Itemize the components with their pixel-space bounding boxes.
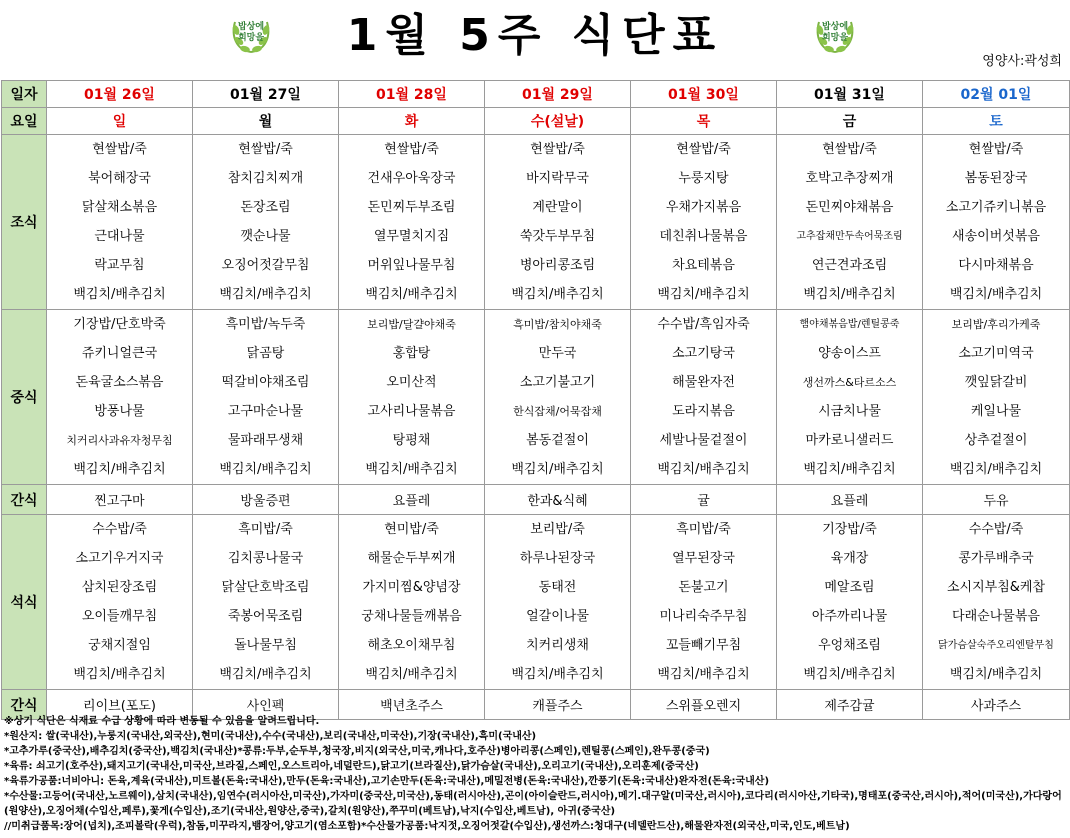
- menu-item: 현쌀밥/죽: [676, 142, 731, 157]
- row-label-lunch: 중식: [2, 310, 47, 485]
- menu-item: 얼갈이나물: [526, 609, 589, 624]
- dinner-cell: [777, 515, 923, 690]
- breakfast-row: [2, 135, 1070, 310]
- weekday-cell: 목: [631, 108, 777, 135]
- menu-item: 방풍나물: [94, 404, 145, 419]
- snack-cell: 백년초주스: [339, 690, 485, 720]
- snack-cell: 한과&식혜: [485, 485, 631, 515]
- weekday-cell: 화: [339, 108, 485, 135]
- note-line: //미취급품목:장어(넙치),조피볼락(우럭),참돔,미꾸라지,뱀장어,양고기(염소포함)*수산물가공품:낙지젓,오징어젓갈(수입산),생선까스:청대구(네델란드산),해물완자전(외국산,미국,인도,베트남): [4, 821, 850, 832]
- snack-cell: 사인펙: [193, 690, 339, 720]
- menu-item: 백김치/배추김치: [803, 287, 896, 302]
- menu-item: 흑미밥/녹두죽: [225, 317, 306, 332]
- menu-item: 수수밥/죽: [92, 522, 147, 537]
- menu-item: 현쌀밥/죽: [822, 142, 877, 157]
- menu-item: 흑미밥/죽: [238, 522, 293, 537]
- note-line: *육류: 쇠고기(호주산),돼지고기(국내산,미국산,브라질,스페인,오스트리아,네덜란드),닭고기(브라질산),닭가슴살(국내산),오리고기(국내산),오리훈제(중국산): [4, 761, 699, 772]
- breakfast-cell: [485, 135, 631, 310]
- menu-item: 돈민찌두부조림: [367, 200, 456, 215]
- menu-item: 머위잎나물무침: [367, 258, 456, 273]
- menu-item: 돌나물무침: [234, 638, 297, 653]
- page-header: [0, 0, 1070, 76]
- lunch-cell: [631, 310, 777, 485]
- snack-cell: 두유: [923, 485, 1070, 515]
- row-label-day: 요일: [2, 108, 47, 135]
- menu-item: 백김치/배추김치: [511, 667, 604, 682]
- note-line: *육류가공품:너비아니: 돈육,계육(국내산),미트볼(돈육:국내산),만두(돈육:국내산),고기손만두(돈육:국내산),메밀전병(돈육:국내산),깐풍기(돈육:국내산)완자전(돈육:국내산): [4, 776, 770, 787]
- snack-cell: 사과주스: [923, 690, 1070, 720]
- menu-item: 우엉채조림: [818, 638, 881, 653]
- lunch-cell: [777, 310, 923, 485]
- menu-item: 백김치/배추김치: [73, 287, 166, 302]
- dinner-cell: [47, 515, 193, 690]
- menu-item: 떡갈비야채조림: [221, 375, 310, 390]
- breakfast-cell: [777, 135, 923, 310]
- row-label-breakfast: 조식: [2, 135, 47, 310]
- note-line: *고추가루(중국산),배추김치(중국산),백김치(국내산)*콩류:두부,순두부,청국장,비지(외국산,미국,캐나다,호주산)병아리콩(스페인),렌틸콩(스페인),완두콩(중국): [4, 746, 710, 757]
- menu-item: 백김치/배추김치: [657, 287, 750, 302]
- menu-item: 백김치/배추김치: [219, 462, 312, 477]
- menu-item: 바지락무국: [526, 171, 589, 186]
- menu-item: 케일나물: [970, 404, 1022, 419]
- menu-item: 참치김치찌개: [227, 171, 304, 186]
- menu-item: 수수밥/흑임자죽: [657, 317, 750, 332]
- menu-item: 현미밥/죽: [384, 522, 439, 537]
- menu-item: 북어해장국: [88, 171, 151, 186]
- snack-cell: 방울증편: [193, 485, 339, 515]
- menu-item: 기장밥/단호박죽: [73, 317, 166, 332]
- lunch-cell: [193, 310, 339, 485]
- menu-item: 다래순나물볶음: [952, 609, 1040, 624]
- menu-item: 현쌀밥/죽: [238, 142, 293, 157]
- weekday-cell: 월: [193, 108, 339, 135]
- dinner-cell: [193, 515, 339, 690]
- menu-item: 현쌀밥/죽: [530, 142, 585, 157]
- menu-item: 백김치/배추김치: [365, 287, 458, 302]
- menu-item: 깻순나물: [240, 229, 291, 244]
- menu-item: 마카로니샐러드: [805, 433, 894, 448]
- menu-item: 소고기쥬키니볶음: [945, 200, 1047, 215]
- dinner-cell: [631, 515, 777, 690]
- menu-item: 근대나물: [94, 229, 145, 244]
- dinner-cell: [923, 515, 1070, 690]
- lunch-row: [2, 310, 1070, 485]
- menu-item: 오징어젓갈무침: [221, 258, 310, 273]
- menu-item: 만두국: [538, 346, 577, 361]
- dinner-cell: [339, 515, 485, 690]
- snack-cell: 귤: [631, 485, 777, 515]
- menu-item: 닭가슴살숙주오리엔탈무침: [938, 640, 1054, 651]
- menu-item: 생선까스&타르소스: [802, 376, 897, 389]
- menu-item: 소고기탕국: [672, 346, 735, 361]
- menu-item: 고구마순나물: [227, 404, 304, 419]
- date-cell: 01월 26일: [47, 81, 193, 108]
- snack-cell: 요플레: [777, 485, 923, 515]
- menu-item: 누룽지탕: [678, 171, 729, 186]
- menu-item: 현쌀밥/죽: [968, 142, 1024, 157]
- weekday-cell: 일: [47, 108, 193, 135]
- breakfast-cell: [923, 135, 1070, 310]
- menu-item: 소고기불고기: [519, 375, 596, 390]
- weekday-row: [2, 108, 1070, 135]
- menu-item: 흑미밥/참치야채죽: [513, 318, 602, 331]
- menu-table: [1, 80, 1070, 720]
- note-line: *원산지: 쌀(국내산),누룽지(국내산,외국산),현미(국내산),수수(국내산),보리(국내산,미국산),기장(국내산),흑미(국내산): [4, 731, 537, 742]
- menu-item: 깻잎닭갈비: [964, 375, 1028, 390]
- menu-item: 상추겉절이: [964, 433, 1028, 448]
- breakfast-cell: [47, 135, 193, 310]
- menu-item: 오이들깨무침: [81, 609, 158, 624]
- lunch-cell: [485, 310, 631, 485]
- logo-text: 밥상에 희망을: [237, 22, 265, 43]
- menu-item: 기장밥/죽: [822, 522, 877, 537]
- snack-cell: 캐플주스: [485, 690, 631, 720]
- logo-text: 밥상에 희망을: [821, 22, 849, 43]
- menu-item: 닭살단호박조림: [221, 580, 310, 595]
- weekday-cell: 금: [777, 108, 923, 135]
- menu-item: 고사리나물볶음: [367, 404, 456, 419]
- row-label-snack2: 간식: [2, 690, 47, 720]
- menu-item: 열무된장국: [672, 551, 735, 566]
- menu-item: 아주까리나물: [811, 609, 888, 624]
- date-row: [2, 81, 1070, 108]
- menu-item: 하루나된장국: [519, 551, 596, 566]
- menu-item: 백김치/배추김치: [949, 667, 1043, 682]
- breakfast-cell: [339, 135, 485, 310]
- menu-item: 보리밥/죽: [530, 522, 585, 537]
- menu-item: 고추잡채만두속어묵조림: [796, 231, 903, 242]
- menu-item: 백김치/배추김치: [657, 667, 750, 682]
- menu-item: 치커리생채: [526, 638, 589, 653]
- menu-item: 건새우아욱장국: [367, 171, 456, 186]
- date-cell: 01월 31일: [777, 81, 923, 108]
- menu-item: 콩가루배추국: [958, 551, 1034, 566]
- menu-item: 꼬들빼기무침: [665, 638, 742, 653]
- menu-item: 쑥갓두부무침: [519, 229, 596, 244]
- snack-cell: 리이브(포도): [47, 690, 193, 720]
- menu-item: 백김치/배추김치: [219, 287, 312, 302]
- menu-item: 새송이버섯볶음: [952, 229, 1040, 244]
- snack-cell: 찐고구마: [47, 485, 193, 515]
- date-cell: 01월 29일: [485, 81, 631, 108]
- menu-item: 육개장: [830, 551, 869, 566]
- menu-item: 궁채나물들깨볶음: [361, 609, 462, 624]
- note-line: *수산물:고등어(국내산,노르웨이),삼치(국내산),임연수(러시아산,미국산),가자미(중국산,미국산),동태(러시아산),곤이(아이슬란드,러시아),메기.대구알(미국산,러시아),코다리(러시아산,기타국),명태포(중국산,러시아),적어(미국산),가다랑어(원양산),오징어채(수입산,페루),꽃게(수입산),조기(국내산,원양산,중국),갈치(원양산),쭈꾸미(베트남),낙지(수입산,베트남), 아귀(중국산): [4, 791, 1062, 817]
- menu-item: 해초오이채무침: [367, 638, 456, 653]
- breakfast-cell: [631, 135, 777, 310]
- menu-item: 호박고추장찌개: [805, 171, 894, 186]
- menu-item: 김치콩나물국: [227, 551, 304, 566]
- menu-item: 돈민찌야채볶음: [805, 200, 894, 215]
- menu-item: 백김치/배추김치: [949, 287, 1043, 302]
- menu-item: 우채가지볶음: [665, 200, 742, 215]
- menu-item: 백김치/배추김치: [511, 462, 604, 477]
- menu-item: 백김치/배추김치: [949, 462, 1043, 477]
- menu-item: 돈육굴소스볶음: [75, 375, 164, 390]
- menu-item: 락교무침: [94, 258, 145, 273]
- menu-item: 다시마채볶음: [958, 258, 1034, 273]
- menu-item: 소고기우거지국: [75, 551, 164, 566]
- menu-item: 백김치/배추김치: [365, 462, 458, 477]
- date-cell: 01월 30일: [631, 81, 777, 108]
- lunch-cell: [47, 310, 193, 485]
- menu-item: 차요테볶음: [672, 258, 735, 273]
- dinner-row: [2, 515, 1070, 690]
- menu-item: 돈불고기: [678, 580, 729, 595]
- menu-item: 메알조림: [824, 580, 875, 595]
- row-label-snack1: 간식: [2, 485, 47, 515]
- menu-item: 흑미밥/죽: [676, 522, 731, 537]
- date-cell: 01월 27일: [193, 81, 339, 108]
- menu-item: 백김치/배추김치: [365, 667, 458, 682]
- menu-item: 가지미찜&양념장: [362, 580, 461, 595]
- snack-cell: 제주감귤: [777, 690, 923, 720]
- lunch-cell: [339, 310, 485, 485]
- menu-item: 돈장조림: [240, 200, 291, 215]
- row-label-date: 일자: [2, 81, 47, 108]
- menu-item: 백김치/배추김치: [657, 462, 750, 477]
- menu-item: 열무멸치지짐: [373, 229, 450, 244]
- menu-item: 시금치나물: [818, 404, 881, 419]
- menu-item: 물파래무생채: [227, 433, 304, 448]
- logo-right: [812, 10, 858, 56]
- menu-item: 계란말이: [532, 200, 583, 215]
- menu-item: 백김치/배추김치: [73, 667, 166, 682]
- menu-item: 동태전: [538, 580, 577, 595]
- breakfast-cell: [193, 135, 339, 310]
- menu-item: 미나리숙주무침: [659, 609, 748, 624]
- snack-cell: 스위플오렌지: [631, 690, 777, 720]
- menu-item: 해물순두부찌개: [367, 551, 456, 566]
- menu-item: 수수밥/죽: [968, 522, 1024, 537]
- menu-item: 봄동겉절이: [526, 433, 589, 448]
- menu-item: 쥬키니얼큰국: [81, 346, 158, 361]
- menu-item: 햄야채볶음밥/렌틸콩죽: [799, 319, 900, 330]
- weekday-cell: 토: [923, 108, 1070, 135]
- lunch-cell: [923, 310, 1070, 485]
- snack1-row: [2, 485, 1070, 515]
- menu-item: 삼치된장조림: [81, 580, 158, 595]
- menu-item: 양송이스프: [818, 346, 881, 361]
- menu-item: 데친취나물볶음: [659, 229, 748, 244]
- menu-item: 죽봉어묵조림: [227, 609, 304, 624]
- note-line: ※상기 식단은 식재료 수급 상황에 따라 변동될 수 있음을 알려드립니다.: [4, 716, 320, 727]
- date-cell: 01월 28일: [339, 81, 485, 108]
- menu-item: 보리밥/후리가케죽: [951, 318, 1041, 331]
- menu-item: 오미산적: [386, 375, 437, 390]
- menu-item: 세발나물겉절이: [659, 433, 748, 448]
- menu-item: 한식잡채/어묵잡채: [513, 405, 602, 418]
- menu-item: 봄동된장국: [964, 171, 1028, 186]
- menu-item: 소시지부침&케찹: [946, 580, 1046, 595]
- snack-cell: 요플레: [339, 485, 485, 515]
- page-title: 1월 5주 식단표: [346, 10, 724, 61]
- menu-item: 탕평채: [392, 433, 431, 448]
- menu-item: 닭곰탕: [246, 346, 285, 361]
- menu-item: 도라지볶음: [672, 404, 735, 419]
- menu-item: 연근견과조림: [811, 258, 888, 273]
- menu-item: 홍합탕: [392, 346, 431, 361]
- row-label-dinner: 석식: [2, 515, 47, 690]
- menu-item: 보리밥/달걀야채죽: [367, 318, 456, 331]
- dinner-cell: [485, 515, 631, 690]
- weekday-cell: 수(설날): [485, 108, 631, 135]
- date-cell: 02월 01일: [923, 81, 1070, 108]
- menu-item: 현쌀밥/죽: [92, 142, 147, 157]
- menu-item: 치커리사과유자청무침: [66, 434, 173, 447]
- menu-item: 백김치/배추김치: [73, 462, 166, 477]
- nutritionist-label: 영양사:곽성희: [982, 54, 1062, 69]
- menu-item: 현쌀밥/죽: [384, 142, 439, 157]
- menu-item: 궁채지절임: [88, 638, 151, 653]
- menu-item: 닭살채소볶음: [81, 200, 158, 215]
- menu-item: 병아리콩조림: [519, 258, 596, 273]
- menu-item: 백김치/배추김치: [803, 667, 896, 682]
- menu-item: 해물완자전: [672, 375, 735, 390]
- menu-item: 백김치/배추김치: [219, 667, 312, 682]
- menu-item: 소고기미역국: [958, 346, 1034, 361]
- menu-item: 백김치/배추김치: [511, 287, 604, 302]
- notes-section: [4, 714, 1066, 834]
- menu-item: 백김치/배추김치: [803, 462, 896, 477]
